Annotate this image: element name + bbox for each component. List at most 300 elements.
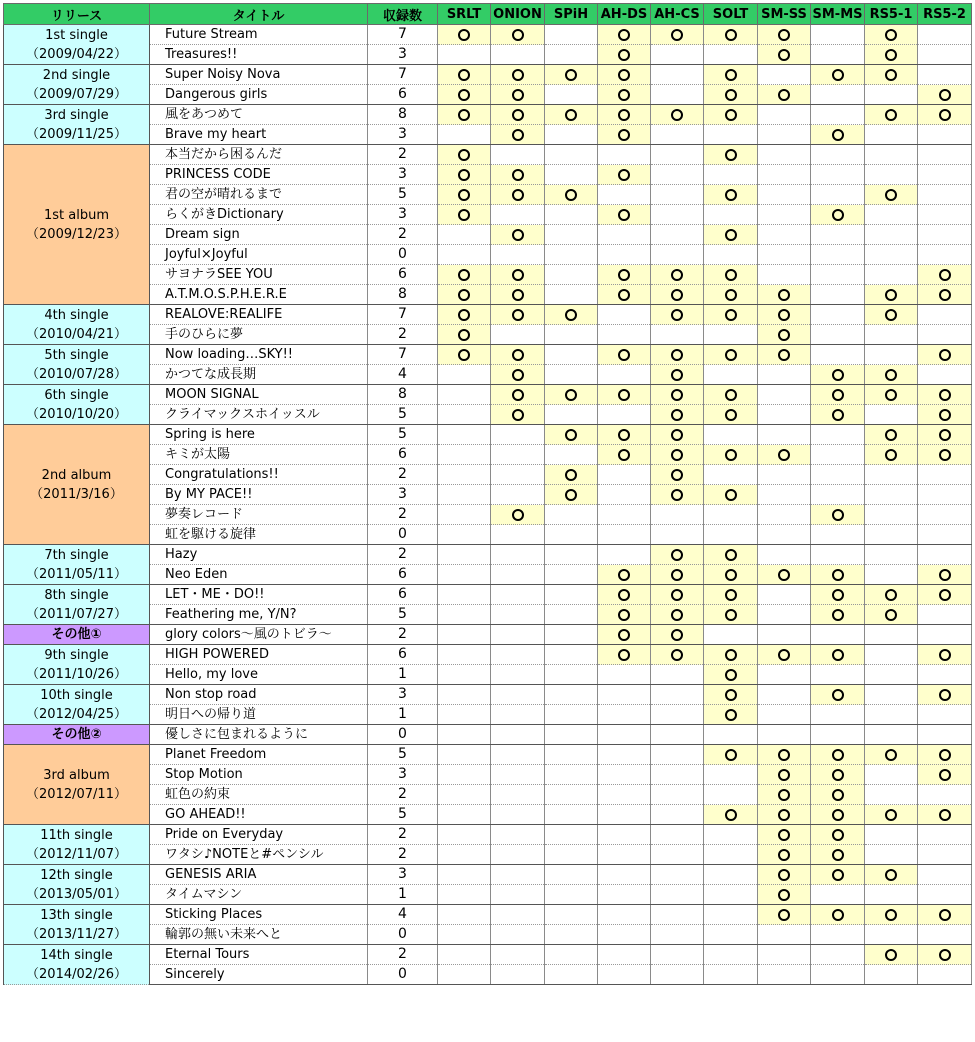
mark-cell [918,445,972,465]
mark-cell [545,465,598,485]
mark-cell [918,485,972,505]
mark-cell [491,645,545,665]
header-solt: SOLT [704,4,758,25]
song-title: GENESIS ARIA [150,865,368,885]
circle-mark-icon [512,349,524,361]
mark-cell [651,485,704,505]
song-count: 3 [368,485,438,505]
header-onion: ONION [491,4,545,25]
mark-cell [598,865,651,885]
song-count: 6 [368,565,438,585]
circle-mark-icon [458,269,470,281]
mark-cell [438,245,491,265]
mark-cell [704,525,758,545]
mark-cell [651,245,704,265]
mark-cell [918,125,972,145]
mark-cell [598,285,651,305]
circle-mark-icon [832,509,844,521]
circle-mark-icon [832,869,844,881]
mark-cell [651,585,704,605]
table-row [4,945,972,965]
table-row [4,505,972,525]
circle-mark-icon [458,349,470,361]
mark-cell [545,225,598,245]
mark-cell [545,685,598,705]
mark-cell [918,285,972,305]
mark-cell [598,805,651,825]
mark-cell [865,745,918,765]
song-count: 0 [368,965,438,985]
mark-cell [811,705,865,725]
mark-cell [651,265,704,285]
circle-mark-icon [512,69,524,81]
mark-cell [651,605,704,625]
mark-cell [758,605,811,625]
table-row [4,185,972,205]
mark-cell [598,225,651,245]
mark-cell [865,245,918,265]
mark-cell [491,105,545,125]
mark-cell [811,625,865,645]
mark-cell [438,65,491,85]
mark-cell [651,25,704,45]
circle-mark-icon [512,169,524,181]
mark-cell [545,785,598,805]
mark-cell [865,385,918,405]
song-count: 2 [368,225,438,245]
song-count: 1 [368,665,438,685]
table-row [4,565,972,585]
mark-cell [758,725,811,745]
mark-cell [491,425,545,445]
release-name: 11th single [40,827,113,843]
mark-cell [545,665,598,685]
mark-cell [651,725,704,745]
song-count: 5 [368,185,438,205]
circle-mark-icon [832,129,844,141]
circle-mark-icon [618,29,630,41]
circle-mark-icon [618,289,630,301]
circle-mark-icon [939,749,951,761]
circle-mark-icon [618,629,630,641]
mark-cell [651,525,704,545]
mark-cell [491,685,545,705]
table-row [4,925,972,945]
song-title: GO AHEAD!! [150,805,368,825]
mark-cell [758,65,811,85]
release-date: （2011/10/26） [26,666,127,682]
release-cell [4,545,150,585]
release-date: （2009/04/22） [26,46,127,62]
mark-cell [651,545,704,565]
mark-cell [918,565,972,585]
circle-mark-icon [512,229,524,241]
song-count: 8 [368,285,438,305]
song-title: Hazy [150,545,368,565]
mark-cell [545,65,598,85]
song-title: Now loading…SKY!! [150,345,368,365]
circle-mark-icon [671,409,683,421]
mark-cell [598,405,651,425]
song-count: 2 [368,505,438,525]
circle-mark-icon [939,909,951,921]
mark-cell [491,565,545,585]
mark-cell [651,65,704,85]
song-title: Super Noisy Nova [150,65,368,85]
mark-cell [758,305,811,325]
mark-cell [598,125,651,145]
song-count: 5 [368,405,438,425]
mark-cell [704,105,758,125]
mark-cell [545,745,598,765]
mark-cell [865,305,918,325]
mark-cell [918,305,972,325]
mark-cell [865,605,918,625]
circle-mark-icon [512,389,524,401]
release-name: 10th single [40,687,113,703]
mark-cell [811,345,865,365]
table-row [4,625,972,645]
circle-mark-icon [885,909,897,921]
circle-mark-icon [618,69,630,81]
mark-cell [704,305,758,325]
circle-mark-icon [832,849,844,861]
mark-cell [438,805,491,825]
table-row [4,805,972,825]
mark-cell [704,925,758,945]
mark-cell [704,545,758,565]
mark-cell [438,265,491,285]
mark-cell [865,85,918,105]
mark-cell [758,765,811,785]
circle-mark-icon [885,429,897,441]
mark-cell [651,225,704,245]
mark-cell [811,165,865,185]
table-row [4,725,972,745]
mark-cell [758,365,811,385]
song-count: 2 [368,825,438,845]
mark-cell [545,645,598,665]
mark-cell [598,25,651,45]
circle-mark-icon [778,749,790,761]
release-cell [4,625,150,645]
circle-mark-icon [671,589,683,601]
song-title: Sincerely [150,965,368,985]
mark-cell [491,365,545,385]
mark-cell [918,885,972,905]
mark-cell [865,905,918,925]
mark-cell [758,785,811,805]
release-name: 2nd album [41,467,112,483]
circle-mark-icon [939,349,951,361]
song-title: 明日への帰り道 [150,705,368,725]
circle-mark-icon [565,189,577,201]
release-cell [4,145,150,305]
circle-mark-icon [618,49,630,61]
release-name: 1st single [45,27,108,43]
mark-cell [545,185,598,205]
song-count: 7 [368,305,438,325]
mark-cell [704,165,758,185]
mark-cell [438,625,491,645]
mark-cell [651,285,704,305]
mark-cell [918,745,972,765]
circle-mark-icon [725,69,737,81]
mark-cell [651,905,704,925]
mark-cell [704,705,758,725]
mark-cell [491,305,545,325]
mark-cell [704,785,758,805]
release-cell [4,725,150,745]
mark-cell [651,665,704,685]
mark-cell [704,965,758,985]
table-row [4,205,972,225]
mark-cell [438,605,491,625]
mark-cell [598,305,651,325]
release-cell [4,905,150,945]
mark-cell [545,585,598,605]
circle-mark-icon [671,289,683,301]
mark-cell [438,165,491,185]
mark-cell [651,85,704,105]
circle-mark-icon [778,329,790,341]
mark-cell [704,825,758,845]
mark-cell [865,685,918,705]
mark-cell [545,605,598,625]
mark-cell [758,445,811,465]
mark-cell [758,705,811,725]
mark-cell [598,605,651,625]
mark-cell [545,405,598,425]
mark-cell [865,945,918,965]
mark-cell [598,245,651,265]
mark-cell [598,265,651,285]
circle-mark-icon [778,869,790,881]
table-row [4,425,972,445]
circle-mark-icon [832,369,844,381]
circle-mark-icon [725,709,737,721]
mark-cell [865,585,918,605]
circle-mark-icon [885,449,897,461]
mark-cell [811,265,865,285]
circle-mark-icon [618,649,630,661]
song-count: 8 [368,105,438,125]
mark-cell [491,245,545,265]
mark-cell [758,165,811,185]
mark-cell [704,725,758,745]
header-row [4,4,972,25]
mark-cell [704,945,758,965]
mark-cell [918,925,972,945]
song-count: 3 [368,685,438,705]
mark-cell [811,745,865,765]
circle-mark-icon [832,909,844,921]
mark-cell [918,425,972,445]
mark-cell [704,445,758,465]
mark-cell [704,485,758,505]
mark-cell [438,785,491,805]
mark-cell [758,245,811,265]
mark-cell [651,105,704,125]
mark-cell [811,405,865,425]
mark-cell [651,145,704,165]
release-name: その他① [51,627,102,642]
mark-cell [651,365,704,385]
song-count: 1 [368,705,438,725]
release-cell [4,345,150,385]
mark-cell [704,205,758,225]
mark-cell [704,25,758,45]
mark-cell [865,805,918,825]
mark-cell [598,85,651,105]
song-count: 0 [368,725,438,745]
mark-cell [598,345,651,365]
mark-cell [438,465,491,485]
mark-cell [438,125,491,145]
mark-cell [491,45,545,65]
mark-cell [865,205,918,225]
mark-cell [545,265,598,285]
mark-cell [651,405,704,425]
mark-cell [545,545,598,565]
mark-cell [918,865,972,885]
mark-cell [865,125,918,145]
release-cell [4,305,150,345]
release-cell [4,385,150,425]
mark-cell [491,205,545,225]
song-count: 3 [368,865,438,885]
mark-cell [545,765,598,785]
mark-cell [545,45,598,65]
circle-mark-icon [671,549,683,561]
mark-cell [811,765,865,785]
circle-mark-icon [778,449,790,461]
circle-mark-icon [725,649,737,661]
mark-cell [438,225,491,245]
mark-cell [438,565,491,585]
header-ah-ds: AH-DS [598,4,651,25]
release-cell [4,585,150,625]
mark-cell [918,145,972,165]
mark-cell [598,45,651,65]
song-title: Spring is here [150,425,368,445]
mark-cell [758,465,811,485]
mark-cell [598,425,651,445]
mark-cell [918,545,972,565]
circle-mark-icon [778,349,790,361]
mark-cell [438,745,491,765]
mark-cell [651,925,704,945]
header-count: 収録数 [368,4,438,25]
table-row [4,545,972,565]
table-row [4,385,972,405]
table-row [4,645,972,665]
mark-cell [651,305,704,325]
mark-cell [545,525,598,545]
mark-cell [811,325,865,345]
circle-mark-icon [778,769,790,781]
table-row [4,85,972,105]
mark-cell [811,525,865,545]
mark-cell [491,945,545,965]
mark-cell [545,805,598,825]
circle-mark-icon [778,309,790,321]
mark-cell [491,965,545,985]
release-date: （2013/11/27） [26,926,127,942]
circle-mark-icon [618,389,630,401]
mark-cell [704,365,758,385]
song-title: Treasures!! [150,45,368,65]
mark-cell [491,285,545,305]
release-name: 2nd single [42,67,111,83]
mark-cell [704,145,758,165]
mark-cell [545,965,598,985]
mark-cell [865,445,918,465]
circle-mark-icon [778,569,790,581]
mark-cell [865,405,918,425]
circle-mark-icon [725,569,737,581]
mark-cell [491,165,545,185]
mark-cell [491,405,545,425]
mark-cell [865,885,918,905]
mark-cell [651,785,704,805]
circle-mark-icon [458,109,470,121]
mark-cell [598,705,651,725]
song-title: 本当だから困るんだ [150,145,368,165]
mark-cell [758,265,811,285]
mark-cell [704,45,758,65]
circle-mark-icon [778,889,790,901]
mark-cell [918,805,972,825]
mark-cell [704,265,758,285]
mark-cell [545,125,598,145]
mark-cell [598,505,651,525]
mark-cell [865,625,918,645]
circle-mark-icon [671,269,683,281]
mark-cell [438,45,491,65]
mark-cell [918,345,972,365]
mark-cell [811,125,865,145]
mark-cell [704,625,758,645]
mark-cell [598,725,651,745]
circle-mark-icon [725,389,737,401]
mark-cell [865,965,918,985]
song-title: 虹色の約束 [150,785,368,805]
header-rs5-1: RS5-1 [865,4,918,25]
mark-cell [865,345,918,365]
song-count: 6 [368,645,438,665]
mark-cell [598,145,651,165]
mark-cell [438,845,491,865]
song-count: 5 [368,745,438,765]
mark-cell [545,905,598,925]
release-name: 14th single [40,947,113,963]
mark-cell [491,505,545,525]
circle-mark-icon [512,109,524,121]
mark-cell [598,205,651,225]
mark-cell [918,665,972,685]
mark-cell [758,185,811,205]
mark-cell [438,345,491,365]
mark-cell [865,485,918,505]
mark-cell [865,265,918,285]
circle-mark-icon [512,289,524,301]
mark-cell [918,945,972,965]
circle-mark-icon [778,29,790,41]
song-count: 5 [368,425,438,445]
mark-cell [545,925,598,945]
song-count: 4 [368,905,438,925]
